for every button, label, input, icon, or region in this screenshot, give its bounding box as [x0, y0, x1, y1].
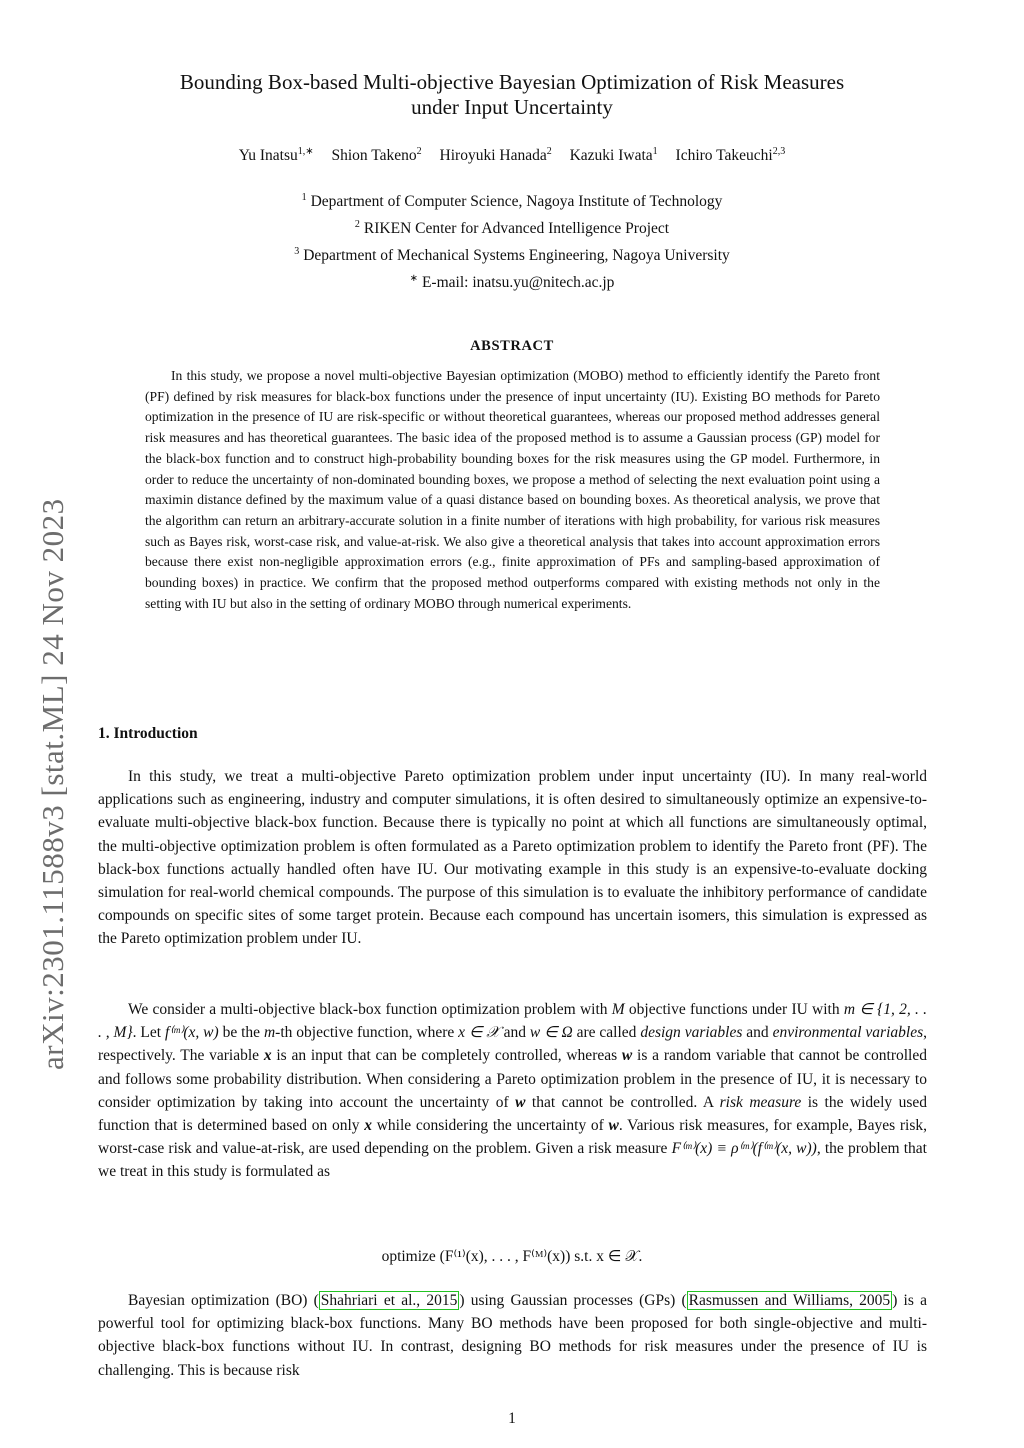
citation-link[interactable]: Rasmussen and Williams, 2005 [688, 1292, 891, 1309]
affiliation: $^1$ Department of Computer Science, Nagoya Institute of Technology [301, 192, 723, 211]
author-list [0, 146, 1024, 165]
citation-link[interactable]: Shahriari et al., 2015 [320, 1292, 458, 1309]
display-equation: optimize (F⁽¹⁾(x), . . . , F⁽ᴹ⁾(x)) s.t. x ∈ 𝒳. [381, 1248, 643, 1265]
author: Yu Inatsu$^{1,∗}$ [238, 146, 314, 165]
abstract-heading: ABSTRACT [470, 338, 554, 354]
emphasis: design variables [640, 1024, 743, 1042]
page-number: 1 [508, 1410, 516, 1427]
affiliation: $^3$ Department of Mechanical Systems Engineering, Nagoya University [294, 246, 730, 265]
section-heading: 1. Introduction [98, 725, 198, 742]
emphasis: environmental variables [772, 1024, 924, 1042]
title-line-1: Bounding Box-based Multi-objective Bayesian Optimization of Risk Measures [179, 70, 845, 94]
affiliation-list [0, 186, 1024, 295]
author: Shion Takeno$^2$ [331, 146, 422, 165]
intro-paragraph-2: We consider a multi-objective black-box function optimization problem with M objective functions under IU with m ∈ {1, 2, . . . , M}. Let f⁽ᵐ⁾(x, w) be the m-th objective function, where x ∈ 𝒳 and w ∈ Ω are called design variables and environmental variables, respectively. The variable x is an input that can be completely controlled, whereas w is a random variable that cannot be controlled and follows some probability distribution. When considering a Pareto optimization problem in the presence of IU, it is necessary to consider optimization by taking into account the uncertainty of w that cannot be controlled. A risk measure is the widely used function that is determined based on only x while considering the uncertainty of w. Various risk measures, for example, Bayes risk, worst-case risk and value-at-risk, are used depending on the problem. Given a risk measure F⁽ᵐ⁾(x) ≡ ρ⁽ᵐ⁾(f⁽ᵐ⁾(x, w)), the problem that we treat in this study is formulated as [98, 1001, 927, 1181]
intro-paragraph-1: In this study, we treat a multi-objective Pareto optimization problem under input uncertainty (IU). In many real-world applications such as engineering, industry and computer simulations, it is often desired to simultaneously optimize an expensive-to-evaluate multi-objective black-box function. Because there is typically no point at which all functions are simultaneously optimal, the multi-objective optimization problem is often formulated as a Pareto optimization problem to identify the Pareto front (PF). The black-box functions actually handled often have IU. Our motivating example in this study is an expensive-to-evaluate docking simulation for real-world chemical compounds. The purpose of this simulation is to evaluate the inhibitory performance of candidate compounds on specific sites of some target protein. Because each compound has uncertain isomers, this simulation is expressed as the Pareto optimization problem under IU. [98, 768, 927, 948]
emphasis: risk measure [719, 1093, 802, 1111]
affiliation: $^2$ RIKEN Center for Advanced Intelligence Project [354, 219, 670, 238]
contact-email: ∗ E-mail: inatsu.yu@nitech.ac.jp [409, 273, 615, 292]
arxiv-identifier: arXiv:2301.11588v3 [stat.ML] 24 Nov 2023 [35, 498, 70, 1070]
author: Kazuki Iwata$^1$ [569, 146, 658, 165]
title-line-2: under Input Uncertainty [411, 95, 613, 119]
author: Hiroyuki Hanada$^2$ [439, 146, 552, 165]
author: Ichiro Takeuchi$^{2,3}$ [675, 146, 786, 165]
abstract-text: In this study, we propose a novel multi-objective Bayesian optimization (MOBO) method to efficiently identify the Pareto front (PF) defined by risk measures for black-box functions under the presence of input uncertainty (IU). Existing BO methods for Pareto optimization in the presence of IU are risk-specific or without theoretical guarantees, whereas our proposed method addresses general risk measures and has theoretical guarantees. The basic idea of the proposed method is to assume a Gaussian process (GP) model for the black-box function and to construct high-probability bounding boxes for the risk measures using the GP model. Furthermore, in order to reduce the uncertainty of non-dominated bounding boxes, we propose a method of selecting the next evaluation point using a maximin distance defined by the maximum value of a quasi distance based on bounding boxes. As theoretical analysis, we prove that the algorithm can return an arbitrary-accurate solution in a finite number of iterations with high probability, for various risk measures such as Bayes risk, worst-case risk, and value-at-risk. We also give a theoretical analysis that takes into account approximation errors because there exist non-negligible approximation errors (e.g., finite approximation of PFs and sampling-based approximation of bounding boxes) in practice. We confirm that the proposed method outperforms compared with existing methods not only in the setting with IU but also in the setting of ordinary MOBO through numerical experiments. [145, 368, 880, 611]
paper-title [0, 70, 1024, 120]
intro-paragraph-3: Bayesian optimization (BO) ( Shahriari et al., 2015 ) using Gaussian processes (GPs) ( Rasmussen and Williams, 2005 ) is a powerful tool for optimizing black-box functions. Many BO methods have been proposed for both single-objective and multi-objective black-box functions without IU. In contrast, designing BO methods for risk measures under the presence of IU is challenging. This is because risk [98, 1292, 927, 1379]
